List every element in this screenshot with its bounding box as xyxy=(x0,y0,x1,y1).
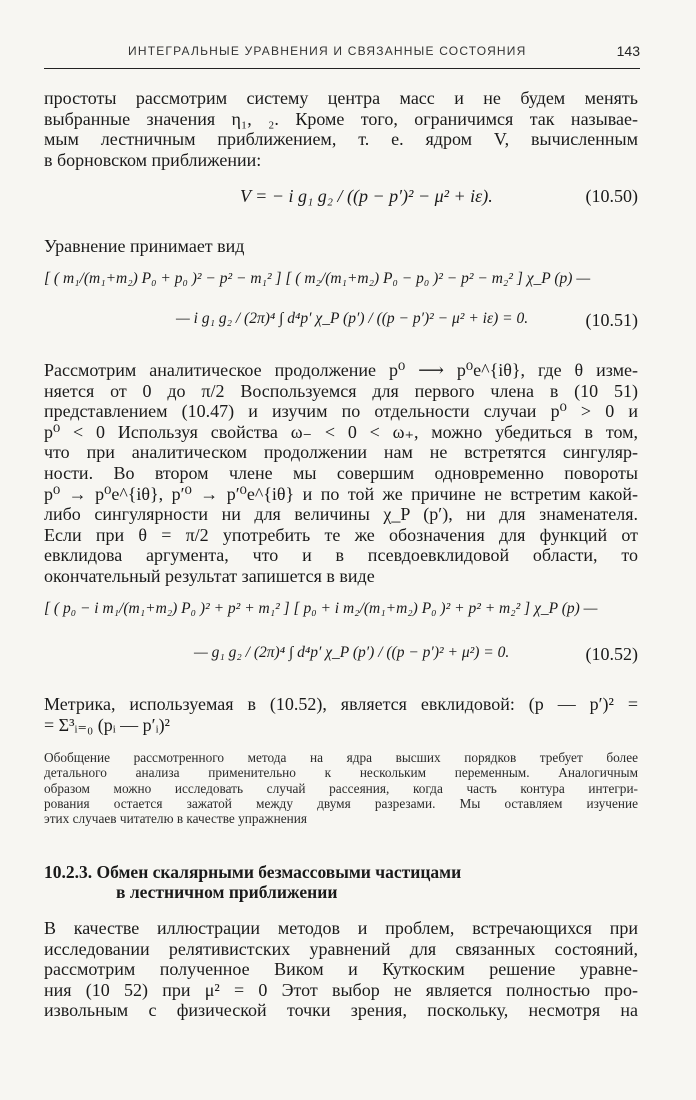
text-line: Если при θ = π/2 употребить те же обозначения для функций от xyxy=(44,524,638,545)
text-line: ности. Во втором члене мы совершим одновременно повороты xyxy=(44,462,638,483)
equation-line: [ ( m₁/(m₁+m₂) P₀ + p₀ )² − p² − m₁² ] [ ( m₂/(m₁+m₂) P₀ − p₀ )² − p² − m₂² ] χ_P (p) — xyxy=(44,270,591,287)
text-line: рассмотрим полученное Виком и Куткоским решение уравне- xyxy=(44,959,638,980)
text-line: исследовании релятивистских уравнений для связанных состояний, xyxy=(44,938,638,959)
text-line: p⁰ → p⁰e^{iθ}, p′⁰ → p′⁰e^{iθ} и по той же причине не встретим какой- xyxy=(44,483,638,504)
equation-line: — g₁ g₂ / (2π)⁴ ∫ d⁴p′ χ_P (p′) / ((p − p′)² + μ²) = 0. xyxy=(194,644,510,661)
text-line: p⁰ < 0 Используя свойства ω₋ < 0 < ω₊, можно убедиться в том, xyxy=(44,421,638,442)
text-line: либо сингулярности ни для величины χ_P (p′), ни для знаменателя. xyxy=(44,504,638,525)
equation-10-51 xyxy=(44,270,638,336)
paragraph-equation-intro xyxy=(44,236,638,257)
running-head xyxy=(44,40,640,69)
small-print-note xyxy=(44,750,638,826)
text-line: что при аналитическом продолжении нам не встретятся сингуляр- xyxy=(44,442,638,463)
page-number: 143 xyxy=(616,43,640,59)
paragraph-analytic-continuation xyxy=(44,360,638,587)
note-line: этих случаев читателю в качестве упражнения xyxy=(44,811,307,827)
equation-line: — i g₁ g₂ / (2π)⁴ ∫ d⁴p′ χ_P (p′) / ((p − p′)² − μ² + iε) = 0. xyxy=(176,310,529,327)
equation-10-50 xyxy=(44,186,638,210)
text-line: окончательный результат запишется в виде xyxy=(44,565,375,586)
section-heading xyxy=(44,862,638,902)
text-line: Рассмотрим аналитическое продолжение p⁰ ⟶ p⁰e^{iθ}, где θ изме- xyxy=(44,360,638,380)
text-line: евклидова аргумента, что и в псевдоевклидовой области, то xyxy=(44,545,638,566)
note-line: рования остается зажатой между двумя разрезами. Мы оставляем изучение xyxy=(44,795,638,811)
note-line: Обобщение рассмотренного метода на ядра высших порядков требует более xyxy=(44,750,638,765)
text-line: В качестве иллюстрации методов и проблем, встречающихся при xyxy=(44,918,638,938)
text-line: представлением (10.47) и изучим по отдельности случаи p⁰ > 0 и xyxy=(44,401,638,422)
section-title-line: в лестничном приближении xyxy=(116,882,338,902)
text-line: ния (10 52) при μ² = 0 Этот выбор не является полностью про- xyxy=(44,979,638,1000)
equation-line: [ ( p₀ − i m₁/(m₁+m₂) P₀ )² + p² + m₁² ] [ p₀ + i m₂/(m₁+m₂) P₀ )² + p² + m₂² ] χ_P (p) — xyxy=(44,600,598,617)
text-line: = Σ³ᵢ₌₀ (pᵢ — p′ᵢ)² xyxy=(44,714,170,735)
text-line: простоты рассмотрим систему центра масс и не будем менять xyxy=(44,88,638,108)
equation-number: (10.51) xyxy=(585,310,638,330)
text-line: извольным с физической точки зрения, поскольку, несмотря на xyxy=(44,1000,638,1021)
equation-number: (10.52) xyxy=(585,644,638,664)
text-line: Уравнение принимает вид xyxy=(44,236,245,256)
text-line: няется от 0 до π/2 Воспользуемся для первого члена в (10 51) xyxy=(44,380,638,401)
section-title-line: 10.2.3. Обмен скалярными безмассовыми частицами xyxy=(44,862,462,882)
equation-10-52 xyxy=(44,600,638,672)
note-line: образом можно исследовать случай рассеяния, когда часть контура интегри- xyxy=(44,780,638,796)
paragraph-metric xyxy=(44,694,638,735)
running-head-title: ИНТЕГРАЛЬНЫЕ УРАВНЕНИЯ И СВЯЗАННЫЕ СОСТОЯНИЯ xyxy=(128,44,527,58)
text-line: выбранные значения η₁, ₂. Кроме того, ограничимся так называе- xyxy=(44,108,638,129)
paragraph-section-intro xyxy=(44,918,638,1021)
text-line: мым лестничным приближением, т. е. ядром V, вычисленным xyxy=(44,129,638,150)
text-line: в борновском приближении: xyxy=(44,149,262,170)
paragraph-intro xyxy=(44,88,638,170)
equation-expression: V = − i g₁ g₂ / ((p − p′)² − μ² + iε). xyxy=(240,186,493,206)
text-line: Метрика, используемая в (10.52), является евклидовой: (p — p′)² = xyxy=(44,694,638,714)
equation-number: (10.50) xyxy=(585,186,638,206)
note-line: детального анализа применительно к нескольким переменным. Аналогичным xyxy=(44,765,638,781)
